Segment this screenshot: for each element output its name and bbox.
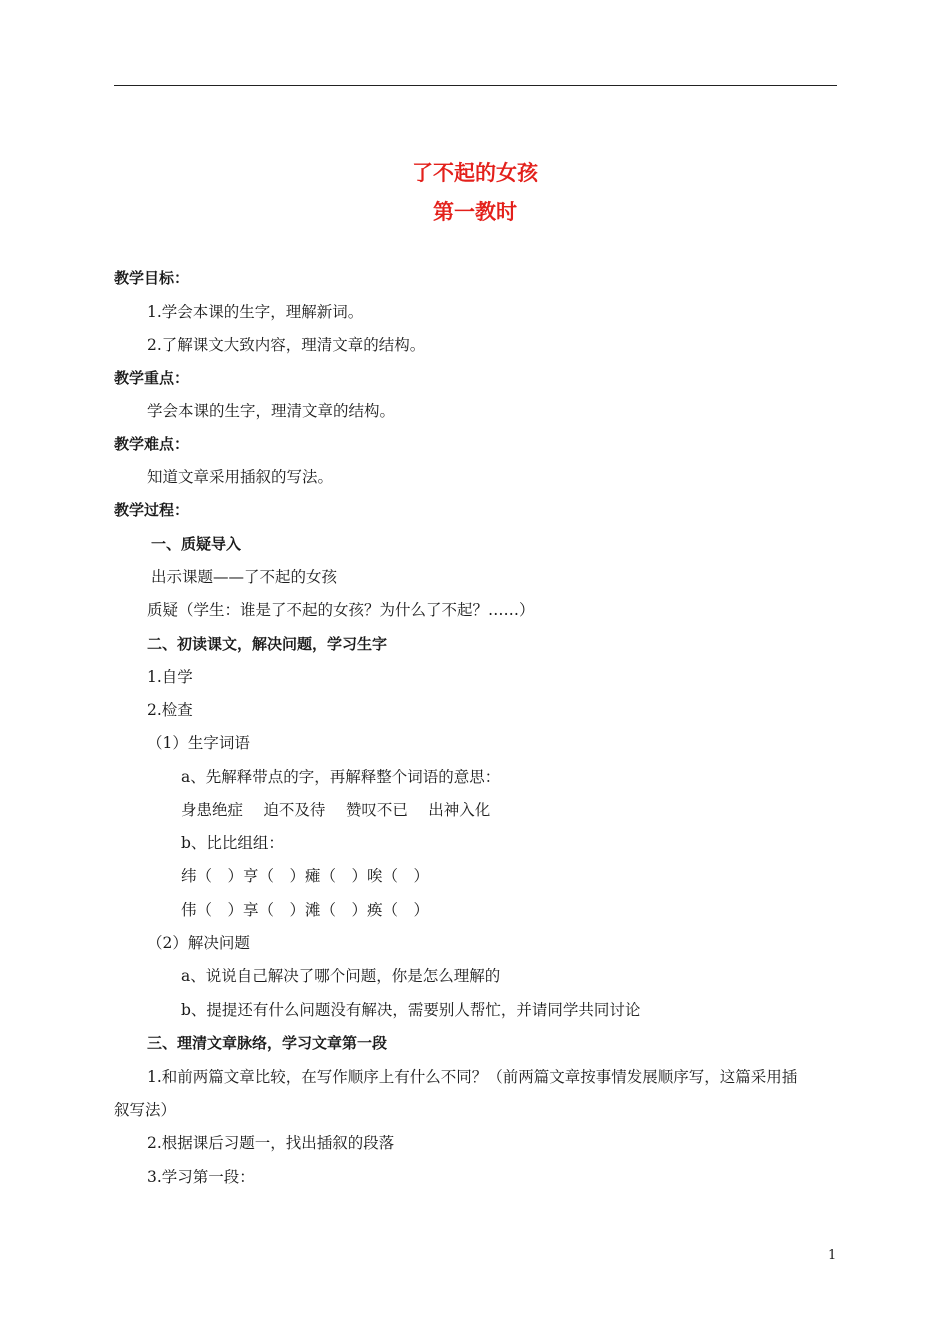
section-heading: 一、质疑导入 bbox=[151, 535, 242, 553]
text-line: b、比比组组： bbox=[181, 834, 284, 852]
text-line: 学会本课的生字，理清文章的结构。 bbox=[147, 402, 396, 420]
heading-key-points: 教学重点： bbox=[114, 369, 190, 387]
document-subtitle: 第一教时 bbox=[433, 200, 517, 224]
section-heading: 三、理清文章脉络，学习文章第一段 bbox=[147, 1034, 388, 1052]
document-title: 了不起的女孩 bbox=[412, 161, 538, 185]
text-line: a、先解释带点的字，再解释整个词语的意思： bbox=[181, 768, 501, 786]
heading-process: 教学过程： bbox=[114, 501, 190, 519]
text-line: 质疑（学生：谁是了不起的女孩？为什么了不起？……） bbox=[147, 601, 535, 619]
page-number: 1 bbox=[828, 1248, 837, 1263]
section-heading: 二、初读课文，解决问题，学习生字 bbox=[147, 635, 388, 653]
text-line: 出示课题——了不起的女孩 bbox=[151, 568, 338, 586]
text-line: （1）生字词语 bbox=[147, 734, 250, 752]
text-line: 叙写法） bbox=[114, 1101, 177, 1119]
header-rule bbox=[114, 85, 837, 86]
text-line: 2.了解课文大致内容，理清文章的结构。 bbox=[147, 336, 426, 354]
text-line: 3.学习第一段： bbox=[147, 1168, 255, 1186]
heading-difficulties: 教学难点： bbox=[114, 435, 190, 453]
text-line: 1.自学 bbox=[147, 668, 193, 686]
text-line: 2.检查 bbox=[147, 701, 193, 719]
text-line: a、说说自己解决了哪个问题，你是怎么理解的 bbox=[181, 967, 501, 985]
text-line: b、提提还有什么问题没有解决，需要别人帮忙，并请同学共同讨论 bbox=[181, 1001, 641, 1019]
text-line: 知道文章采用插叙的写法。 bbox=[147, 468, 334, 486]
text-line: （2）解决问题 bbox=[147, 934, 250, 952]
text-line: 1.学会本课的生字，理解新词。 bbox=[147, 303, 364, 321]
text-line: 1.和前两篇文章比较，在写作顺序上有什么不同？（前两篇文章按事情发展顺序写，这篇采用插 bbox=[147, 1068, 798, 1086]
text-line: 2.根据课后习题一，找出插叙的段落 bbox=[147, 1134, 395, 1152]
text-line: 伟（ ）享（ ）滩（ ）痪（ ） bbox=[181, 901, 430, 919]
text-line: 纬（ ）亨（ ）瘫（ ）唉（ ） bbox=[181, 867, 430, 885]
heading-objectives: 教学目标： bbox=[114, 269, 190, 287]
text-line: 身患绝症 迫不及待 赞叹不已 出神入化 bbox=[181, 801, 491, 819]
